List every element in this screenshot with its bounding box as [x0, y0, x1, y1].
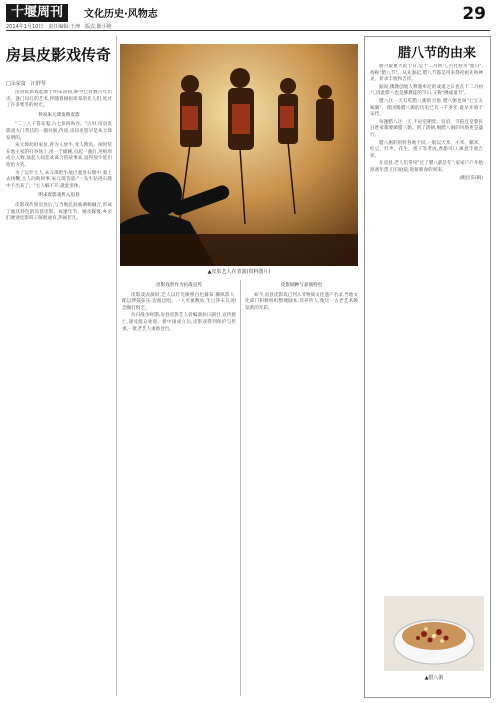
paragraph: 抗日战争时期,房县皮影艺人曾编演抗日剧目,宣传救亡,深受群众欢迎。新中国成立后,皮影戏得到保护与传承,一批老艺人重新登台。: [122, 313, 236, 332]
paragraph: 皮影戏传到房县后,与当地民间曲调相融合,形成了独具特色的房县皮影。每逢年节、婚丧嫁娶,乡亲们便请皮影班子演唱通宵,热闹非凡。: [6, 202, 112, 222]
main-article-column-3: [245, 280, 358, 694]
subheading: 皮影戏曾作为抗战宣传: [156, 283, 202, 288]
paragraph: 房县皮影戏起源于明末清初,距今已有数百年历史。逢门吊灯的艺术,伴随着相祖辈辈的先人们,度过了许多寒冬的时光。: [6, 90, 112, 109]
porridge-caption: ▲腊八粥: [424, 675, 444, 681]
paragraph: 如今,房县皮影戏已列入非物质文化遗产名录,当地文化部门积极组织整理剧本,培养传人,使这一古老艺术焕发新的光彩。: [245, 292, 358, 311]
sidebar-article-title: 腊八节的由来: [398, 46, 477, 61]
paragraph: 皮影戏表演时,艺人以灯光映照白色幕布,操纵影人,配以锣鼓弦乐,边演边唱。一人可兼数角,生旦净末丑,唱念做打俱全。: [122, 292, 236, 311]
masthead-name: 十堰周刊: [6, 4, 68, 22]
shadow-puppet-image: [120, 44, 358, 266]
column-divider: [116, 36, 117, 696]
dateline: 2014年1月10日 责任编辑:王坤 版式:陈小艳: [6, 24, 112, 30]
paragraph: 每逢腊八这一天,不论是朝廷、官府、寺院还是黎民百姓家都要做腊八粥。到了清朝,喝腊八粥的风俗更是盛行。: [370, 119, 483, 138]
shadow-puppet-photo: [120, 44, 358, 266]
paragraph: 在房县,老人们常说"过了腊八就是年",家家户户开始准备年货,打扫庭院,迎接新春的到来。: [370, 161, 483, 173]
main-article-column-1: [6, 90, 112, 694]
laba-porridge-photo: [384, 596, 484, 671]
subheading: 传说朱元璋发明皮影: [38, 112, 80, 118]
paragraph: 据说,佛教创始人释迦牟尼的成道之日也在十二月初八,因此腊八也是佛教徒的节日,又称"佛成道节"。: [370, 84, 483, 97]
paragraph: 朱元璋幼时家贫,曾为人放牛,受人欺负。闲时常在地主家的打谷场上,用一个破碗,点起一盏灯,用纸剪成小人物,演起人间悲欢离合的故事来,逗得放牛娃们哈哈大笑。: [6, 143, 112, 168]
sidebar-article-body: [370, 64, 483, 592]
masthead: [0, 0, 496, 28]
paragraph: 腊月最重大的节日,是十二月初八,古代称为"腊日",俗称"腊八节"。从先秦起,腊八节都是用来祭祀祖先和神灵、祈求丰收和吉祥。: [370, 64, 483, 83]
laba-porridge-image: [384, 596, 484, 671]
paragraph: 为了运什主人,朱元璋把牛尾巴塞进石缝中,骑上去扬鞭,主人问他何事,朱元璋答道:"一头牛钻进石缝中不出来了。"主人解不开,就此罢休。: [6, 170, 112, 189]
main-article-title: 房县皮影戏传奇: [6, 46, 112, 64]
section-title: 文化历史·风物志: [84, 9, 158, 20]
header-rule: [6, 30, 490, 31]
paragraph: 腊八粥的用料各地不同,一般以大米、小米、糯米、红豆、红枣、花生、莲子等煮成,香甜可口,寓意丰收吉祥。: [370, 140, 483, 159]
main-article-column-2: [122, 280, 236, 694]
subheading: 明末皮影戏传入房县: [38, 193, 80, 199]
main-article-byline: □余荣富 汪舒琴: [6, 81, 46, 87]
subheading: 皮影剧种与表演特色: [280, 283, 323, 288]
paragraph: 腊八这一天有吃腊八粥的习俗,腊八粥也叫"七宝五味粥"。我国喝腊八粥的历史已有一千多年,最早开始于宋代。: [370, 98, 483, 118]
page-number: 29: [462, 4, 486, 24]
photo-caption: ▲皮影艺人在表演(资料图片): [207, 269, 271, 275]
sidebar-author: (鲍民乐/辑): [459, 175, 483, 181]
column-divider: [240, 280, 241, 696]
paragraph: "二三八下苍耳鬼,六七岁四海吞。"古时,房县皮影戏大门常挂的一副对联,传说,房县皮影早是朱元璋发明的。: [6, 122, 112, 141]
